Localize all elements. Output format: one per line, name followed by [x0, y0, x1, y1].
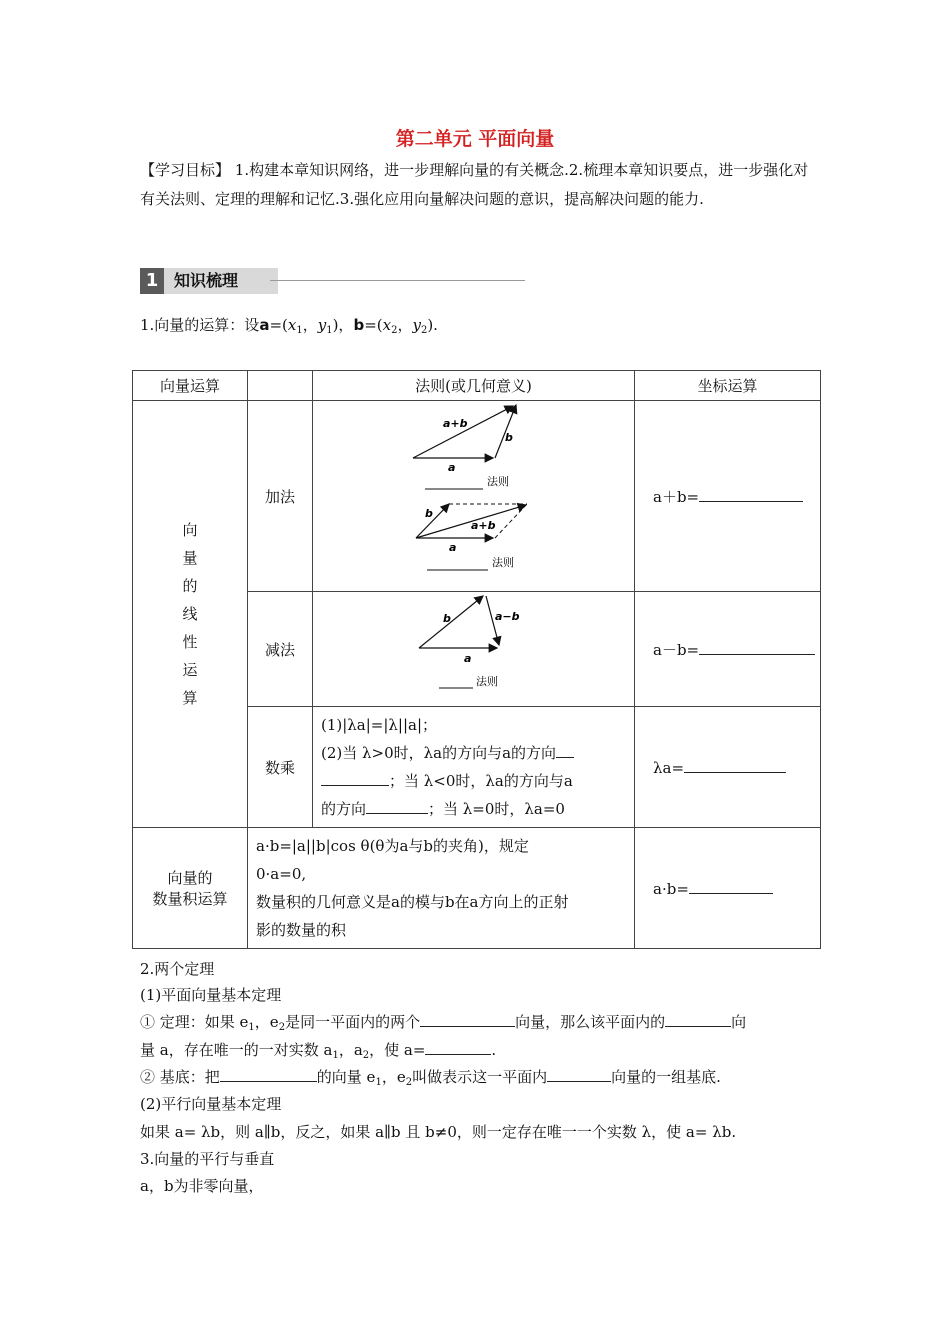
theorem1-statement: ① 定理：如果 $e_1$，$e_2$是同一平面内的两个 向量，那么该平面内的 向 — [140, 1013, 747, 1033]
learning-goals — [140, 156, 816, 214]
svg-text:法则: 法则 — [492, 556, 514, 569]
item2-title: 2.两个定理 — [140, 960, 215, 978]
svg-text:b: b — [425, 507, 433, 520]
dot-product-label: 向量的 数量积运算 — [133, 828, 248, 949]
subtraction-label: 减法 — [248, 592, 313, 707]
svg-text:a+b: a+b — [471, 519, 496, 532]
vector-operations-table — [132, 370, 821, 949]
svg-text:a−b: a−b — [495, 610, 520, 623]
addition-label: 加法 — [248, 401, 313, 592]
addition-coord: a＋b= — [635, 401, 821, 592]
basis-definition: ② 基底：把 的向量 $e_1$，$e_2$叫做表示这一平面内 向量的一组基底. — [140, 1068, 721, 1088]
dot-product-rule: a·b=|a||b|cos θ(θ为a与b的夹角)，规定 0·a=0, 数量积的几何意义是a的模与b在a方向上的正射 影的数量的积 — [248, 828, 635, 949]
svg-text:b: b — [505, 431, 513, 444]
section-header — [140, 268, 525, 294]
svg-text:法则: 法则 — [487, 475, 509, 488]
section-rule — [270, 280, 525, 281]
subtraction-diagram — [313, 592, 635, 702]
item3-text: a，b为非零向量， — [140, 1177, 264, 1195]
scalar-mult-label: 数乘 — [248, 707, 313, 828]
subtraction-diagram-cell — [313, 592, 635, 707]
header-rule: 法则(或几何意义) — [313, 371, 635, 401]
svg-text:法则: 法则 — [476, 675, 498, 688]
scalar-mult-coord: λa= — [635, 707, 821, 828]
header-operation: 向量运算 — [133, 371, 248, 401]
subtraction-coord: a－b= — [635, 592, 821, 707]
svg-text:b: b — [443, 612, 451, 625]
theorem1-statement-cont: 量 a，存在唯一的一对实数 $a_1$，$a_2$，使 a= . — [140, 1041, 497, 1061]
theorem1-title: (1)平面向量基本定理 — [140, 986, 282, 1004]
svg-text:a: a — [448, 461, 456, 474]
scalar-mult-rule: (1)|λa|=|λ||a|； (2)当 λ>0时，λa的方向与a的方向 ；当 λ<0时，λa的方向与a 的方向 ；当 λ=0时，λa=0 — [313, 707, 635, 828]
goals-text: 1.构建本章知识网络，进一步理解向量的有关概念.2.梳理本章知识要点，进一步强化对有关法则、定理的理解和记忆.3.强化应用向量解决问题的意识，提高解决问题的能力. — [140, 161, 809, 208]
section-title: 知识梳理 — [164, 268, 278, 294]
svg-text:a: a — [464, 652, 472, 665]
svg-text:a: a — [449, 541, 457, 554]
addition-diagrams — [313, 401, 635, 592]
goals-label: 【学习目标】 — [140, 161, 231, 179]
item3-title: 3.向量的平行与垂直 — [140, 1150, 275, 1168]
section-number: 1 — [140, 268, 164, 294]
addition-diagram — [313, 401, 635, 587]
svg-text:a+b: a+b — [443, 417, 468, 430]
page-title: 第二单元 平面向量 — [395, 128, 555, 150]
theorem2-title: (2)平行向量基本定理 — [140, 1095, 282, 1113]
header-coordinate: 坐标运算 — [635, 371, 821, 401]
item1-text: 1.向量的运算：设$a=(x_1$，$y_1$)，$b=(x_2$，$y_2$). — [140, 316, 438, 336]
theorem2-statement: 如果 a= λb，则 a∥b，反之，如果 a∥b 且 b≠0，则一定存在唯一一个实数 λ，使 a= λb. — [140, 1123, 737, 1141]
linear-ops-label: 向 量 的 线 性 运 算 — [133, 401, 248, 828]
dot-product-coord: a·b= — [635, 828, 821, 949]
